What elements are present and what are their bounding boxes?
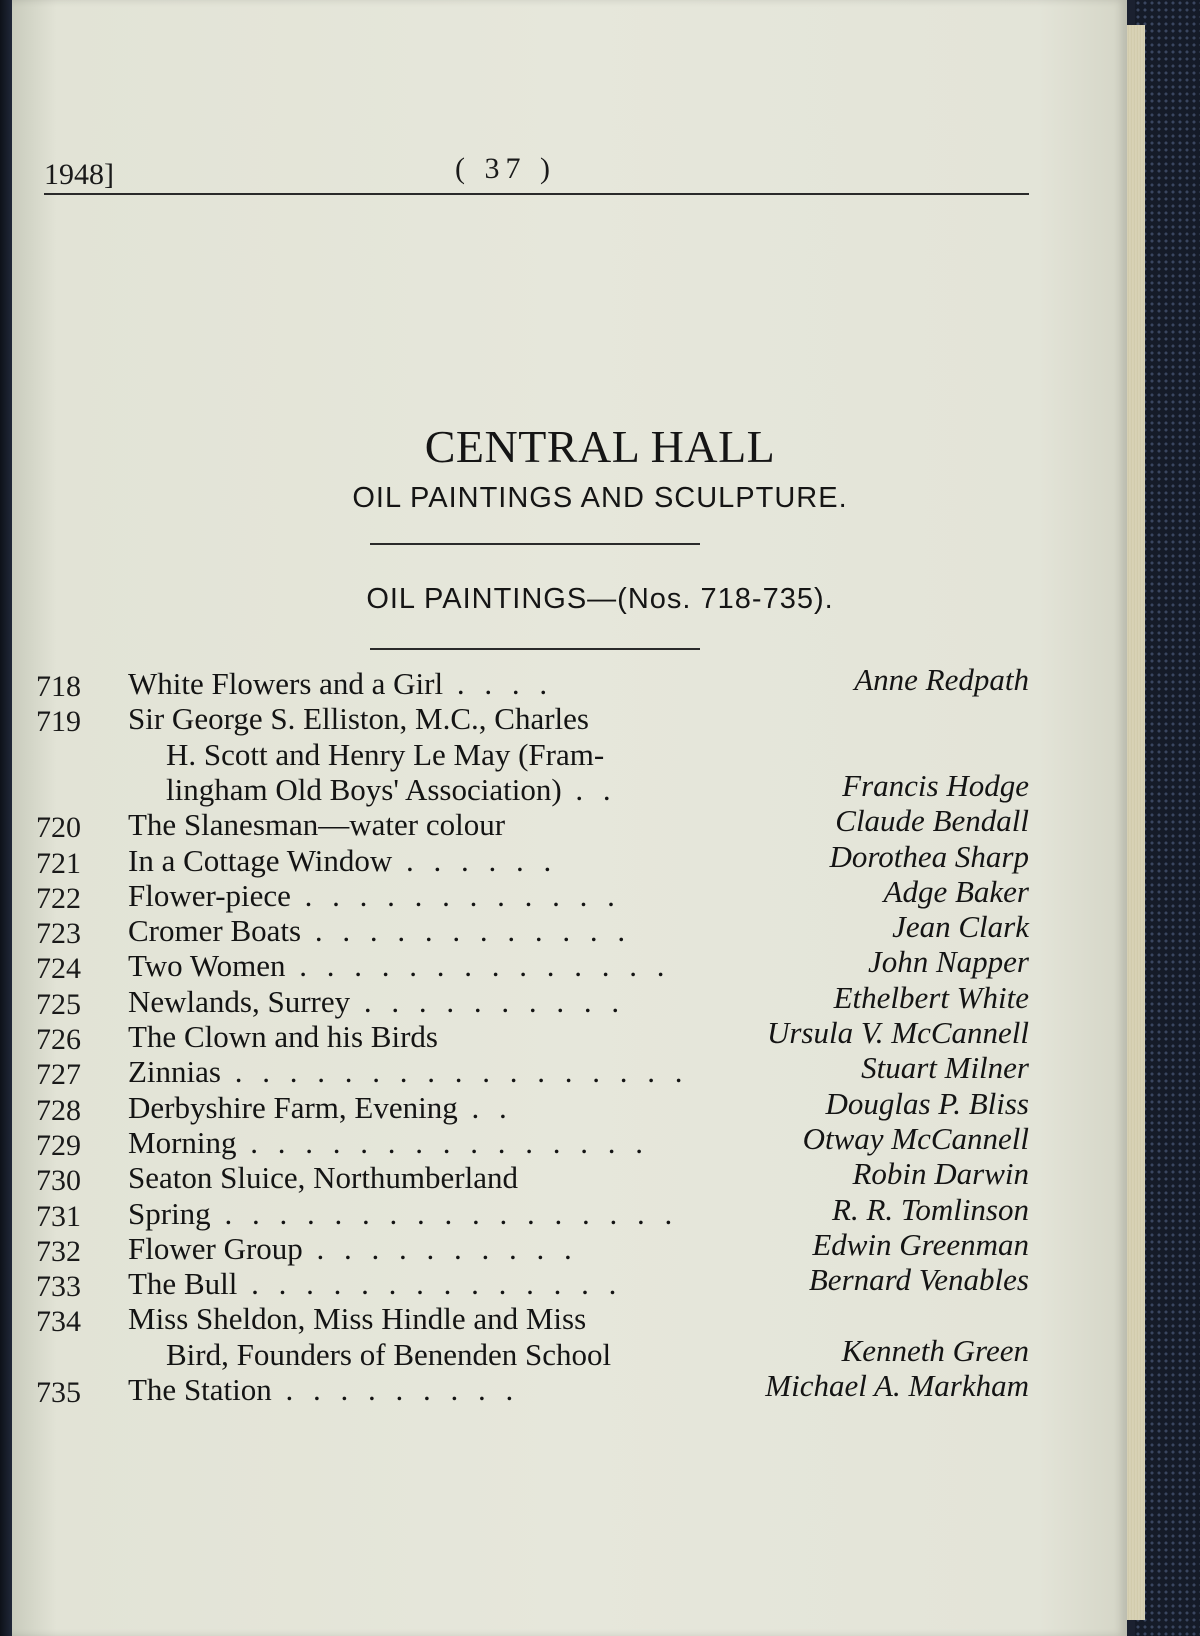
entry-title-line bbox=[128, 984, 625, 1020]
leader-dots: . . . . . . . . . . . . . . . . . bbox=[210, 1195, 679, 1231]
section-heading: OIL PAINTINGS—(Nos. 718-735). bbox=[366, 583, 834, 615]
entry-number: 728 bbox=[36, 1093, 81, 1127]
entry-title-line bbox=[128, 1125, 649, 1161]
entry-title-line bbox=[128, 807, 505, 843]
entry-title-text: Miss Sheldon, Miss Hindle and Miss bbox=[128, 1301, 587, 1337]
entry-number: 718 bbox=[36, 670, 81, 703]
entry-artist: Michael A. Markham bbox=[765, 1368, 1029, 1403]
leader-dots: . . . . . . . . . . bbox=[350, 983, 626, 1019]
entry-title-text: Bird, Founders of Benenden School bbox=[166, 1336, 612, 1372]
leader-dots: . . . . . . bbox=[392, 842, 558, 878]
entry-number: 726 bbox=[36, 1023, 81, 1056]
entry-artist: Ethelbert White bbox=[833, 979, 1029, 1015]
entry-title-text: Seaton Sluice, Northumberland bbox=[128, 1160, 518, 1196]
entry-artist: Douglas P. Bliss bbox=[825, 1085, 1029, 1121]
entry-title-text: Spring bbox=[128, 1195, 211, 1231]
header-year: 1948] bbox=[44, 158, 114, 191]
entry-artist: Adge Baker bbox=[883, 873, 1029, 909]
entry-title-text: Flower-piece bbox=[128, 877, 291, 913]
entry-number: 724 bbox=[36, 952, 81, 986]
entry-artist: Kenneth Green bbox=[841, 1332, 1029, 1368]
entry-title-line bbox=[128, 843, 557, 879]
entry-title-line bbox=[128, 666, 553, 702]
entry-artist: Otway McCannell bbox=[802, 1120, 1029, 1156]
entry-number: 722 bbox=[36, 881, 81, 915]
entry-title-text: Zinnias bbox=[128, 1054, 221, 1090]
page-subtitle: OIL PAINTINGS AND SCULPTURE. bbox=[352, 482, 848, 514]
entry-artist: R. R. Tomlinson bbox=[832, 1191, 1029, 1227]
entry-artist: Bernard Venables bbox=[808, 1262, 1029, 1298]
entry-title-text: H. Scott and Henry Le May (Fram- bbox=[166, 736, 605, 772]
entry-title-text: The Station bbox=[128, 1372, 272, 1407]
entry-title-line bbox=[128, 1372, 519, 1408]
entry-number: 723 bbox=[36, 917, 81, 951]
page-number: ( 37 ) bbox=[455, 152, 556, 185]
entry-number: 732 bbox=[36, 1234, 81, 1268]
entry-title-text: Flower Group bbox=[128, 1230, 303, 1266]
leader-dots: . . . . . . . . . . . . bbox=[290, 877, 621, 913]
leader-dots: . . . . . . . . . . . . . . . . . bbox=[221, 1054, 689, 1090]
entry-artist: Francis Hodge bbox=[842, 767, 1029, 803]
entry-title-text: Morning bbox=[128, 1124, 237, 1160]
entry-number: 729 bbox=[36, 1128, 81, 1162]
entry-title-line bbox=[128, 913, 631, 949]
entry-title-text: Cromer Boats bbox=[128, 913, 302, 949]
entry-title-line bbox=[166, 737, 604, 773]
entry-artist: Jean Clark bbox=[892, 909, 1029, 945]
entry-artist: Stuart Milner bbox=[861, 1050, 1029, 1086]
leader-dots: . . . . . . . . . . . . . . . bbox=[236, 1124, 649, 1160]
entry-title-text: lingham Old Boys' Association) bbox=[166, 771, 562, 807]
entry-number: 733 bbox=[36, 1270, 81, 1304]
entry-artist: Claude Bendall bbox=[835, 803, 1029, 839]
entry-number: 721 bbox=[36, 846, 81, 880]
leader-dots: . . . . . . . . . . . . . . bbox=[237, 1266, 623, 1302]
entry-title-text: The Clown and his Birds bbox=[128, 1019, 438, 1054]
entry-title-line bbox=[128, 1160, 518, 1196]
entry-artist: Robin Darwin bbox=[852, 1156, 1029, 1192]
entry-title-text: White Flowers and a Girl bbox=[128, 666, 444, 701]
entry-number: 727 bbox=[36, 1058, 81, 1092]
entry-title-line bbox=[128, 1019, 438, 1055]
leader-dots: . . . . bbox=[443, 666, 554, 701]
entry-title-line bbox=[128, 701, 589, 737]
entry-number: 734 bbox=[36, 1305, 81, 1339]
entry-title-line bbox=[128, 1196, 678, 1232]
entry-title-text: In a Cottage Window bbox=[128, 842, 393, 878]
entry-number: 731 bbox=[36, 1199, 81, 1233]
leader-dots: . . bbox=[457, 1089, 513, 1125]
leader-dots: . . . . . . . . . . bbox=[302, 1230, 578, 1266]
entry-title-line bbox=[128, 878, 621, 914]
entry-title-text: Sir George S. Elliston, M.C., Charles bbox=[128, 701, 589, 737]
entry-title-line bbox=[166, 772, 617, 808]
leader-dots: . . . . . . . . . . . . . . bbox=[285, 948, 671, 984]
entry-title-text: Derbyshire Farm, Evening bbox=[128, 1089, 458, 1125]
entry-title-line bbox=[128, 1266, 622, 1302]
entry-artist: Dorothea Sharp bbox=[829, 838, 1029, 874]
entry-artist: John Napper bbox=[867, 944, 1029, 980]
entry-artist: Anne Redpath bbox=[854, 662, 1029, 697]
leader-dots: . . bbox=[561, 771, 617, 807]
entry-number: 719 bbox=[36, 705, 81, 739]
leader-dots: . . . . . . . . . bbox=[271, 1372, 520, 1407]
leader-dots: . . . . . . . . . . . . bbox=[301, 913, 632, 949]
entry-number: 735 bbox=[36, 1376, 81, 1409]
entry-title-line bbox=[128, 1054, 689, 1090]
entry-title-text: The Bull bbox=[128, 1266, 238, 1302]
entry-title-line bbox=[128, 1301, 586, 1337]
entry-artist: Edwin Greenman bbox=[812, 1226, 1029, 1262]
entry-number: 730 bbox=[36, 1164, 81, 1198]
entry-number: 725 bbox=[36, 987, 81, 1021]
entry-title-line bbox=[166, 1337, 611, 1373]
page-title: CENTRAL HALL bbox=[424, 421, 776, 472]
entry-title-text: Newlands, Surrey bbox=[128, 983, 351, 1019]
entry-title-line bbox=[128, 1231, 578, 1267]
entry-title-text: The Slanesman—water colour bbox=[128, 807, 506, 843]
entry-number: 720 bbox=[36, 811, 81, 845]
entry-title-text: Two Women bbox=[128, 948, 286, 984]
entry-artist: Ursula V. McCannell bbox=[766, 1015, 1029, 1050]
entry-title-line bbox=[128, 948, 671, 984]
entry-title-line bbox=[128, 1090, 513, 1126]
